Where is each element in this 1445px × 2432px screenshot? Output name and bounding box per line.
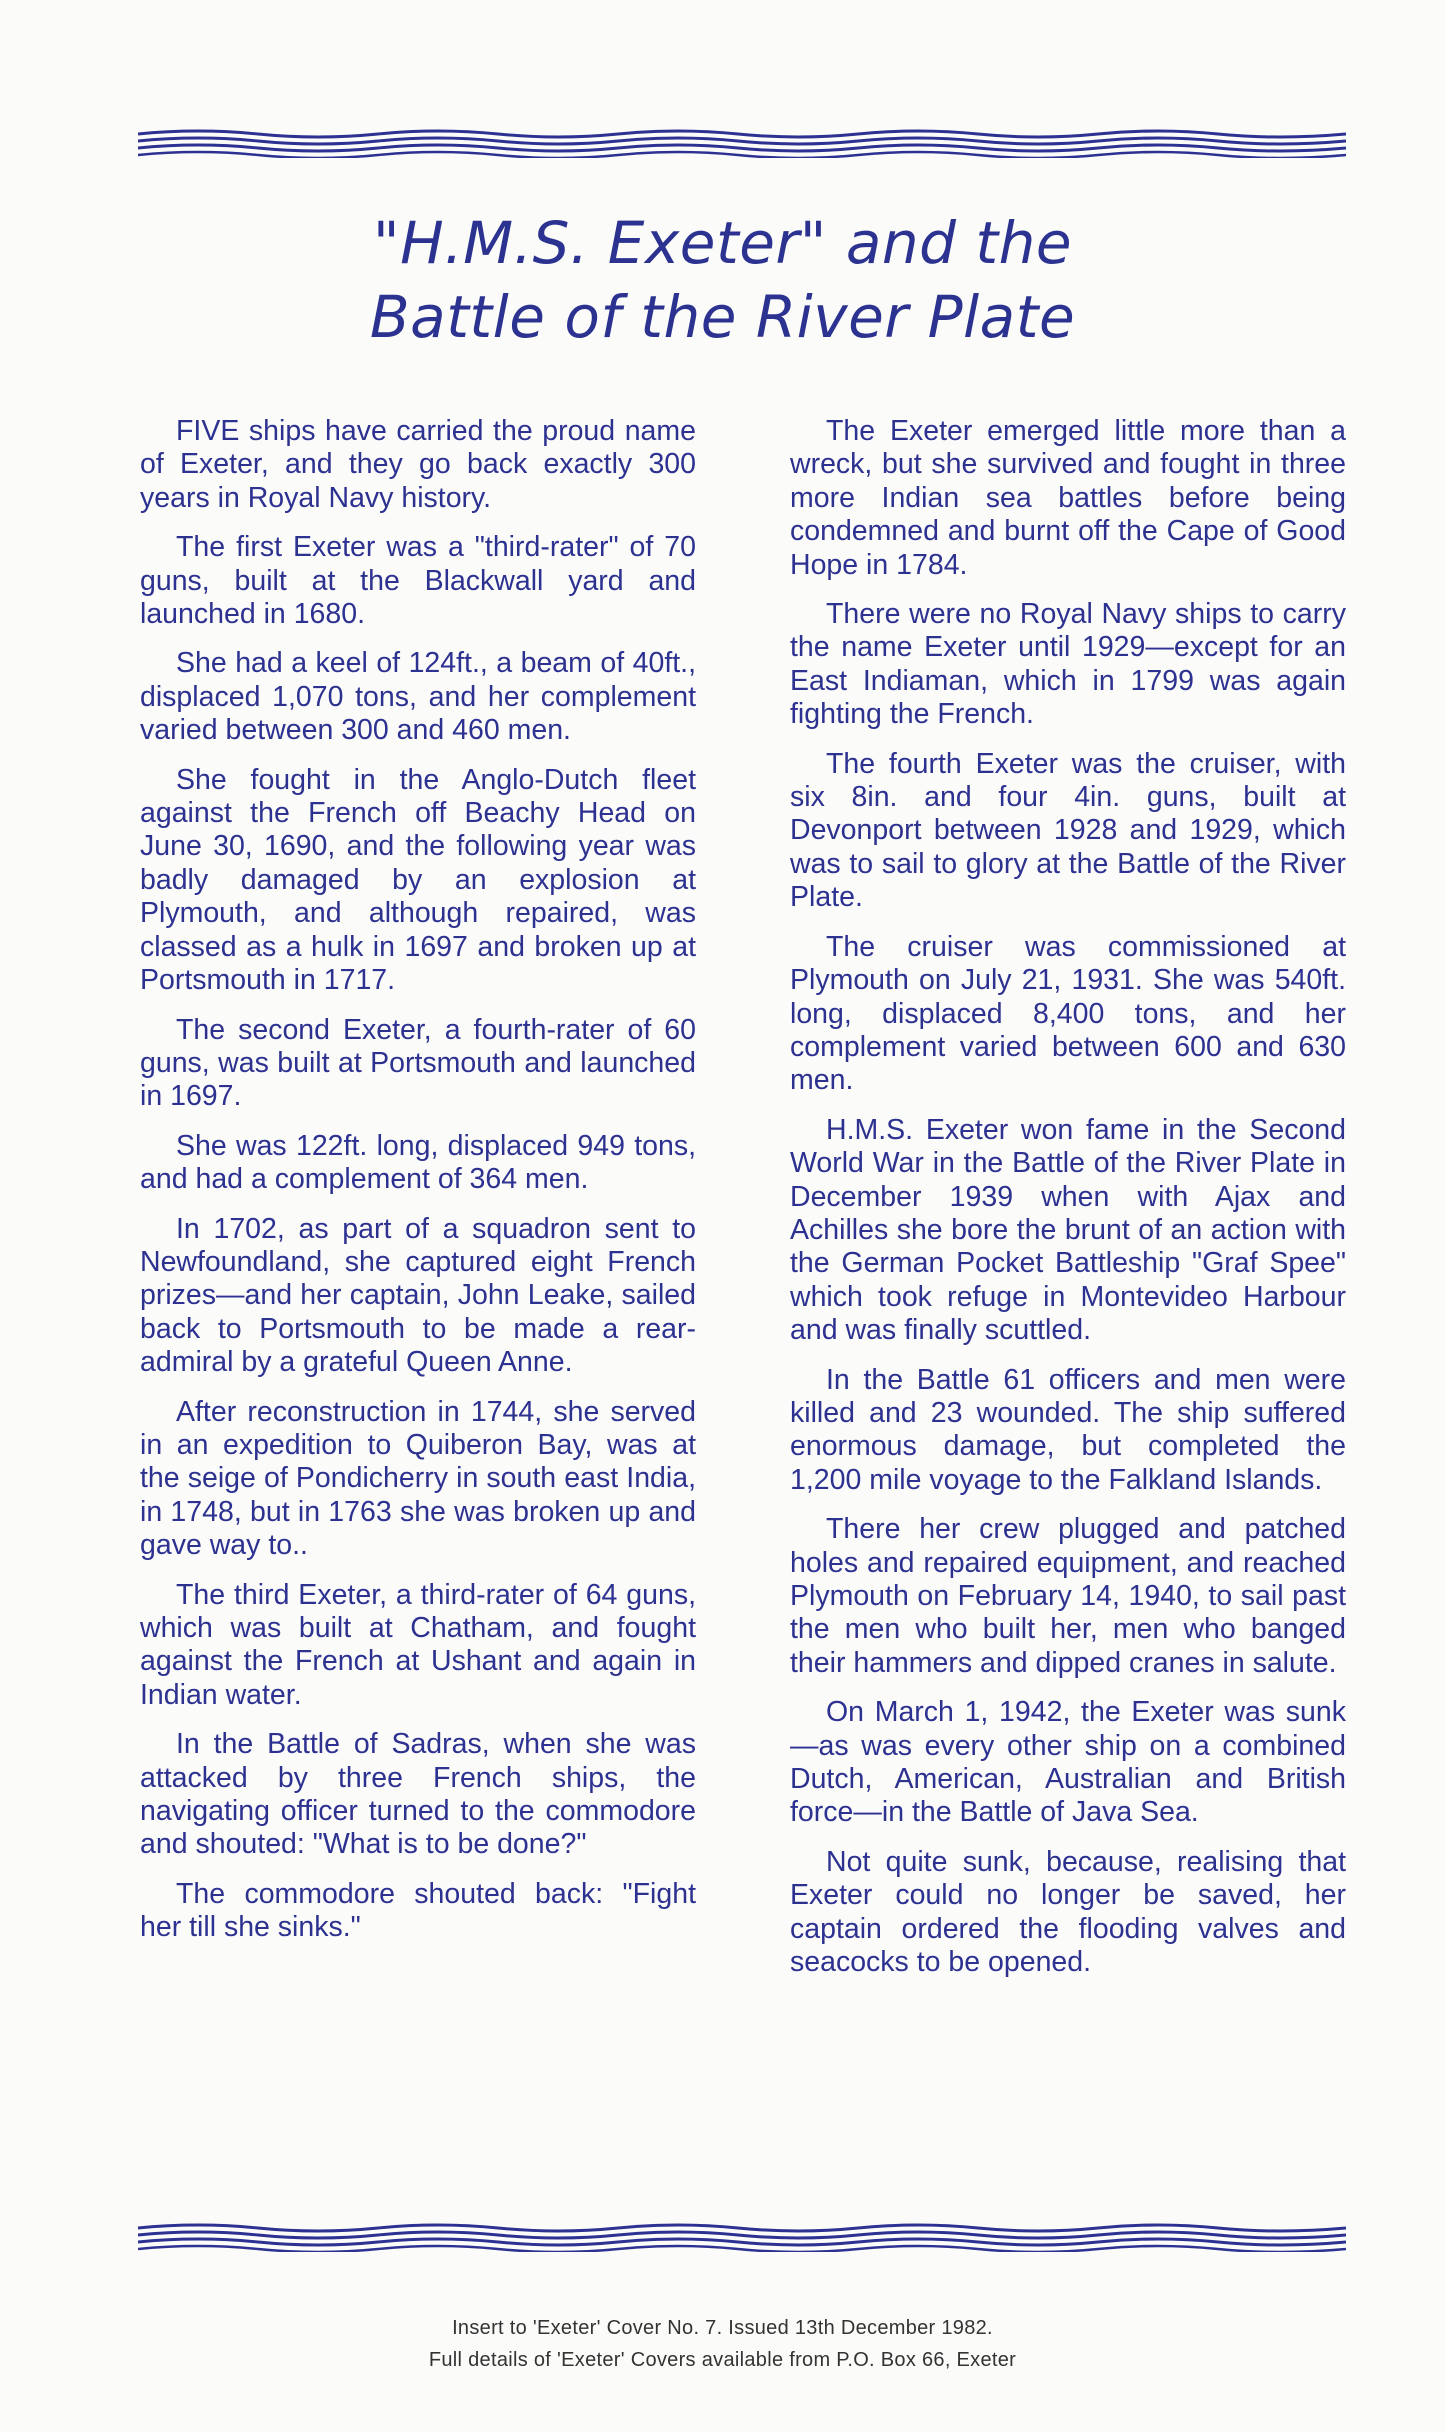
paragraph: The first Exeter was a "third-rater" of 70 guns, built at the Blackwall yard and launched in 1680. <box>140 531 696 631</box>
paragraph: She fought in the Anglo-Dutch fleet against the French off Beachy Head on June 30, 1690, and the following year was badly damaged by an explosion at Plymouth, and although repaired, was classed as a hulk in 1697 and broken up at Portsmouth in 1717. <box>140 763 696 997</box>
article-column-right <box>790 415 1346 1995</box>
paragraph: On March 1, 1942, the Exeter was sunk—as was every other ship on a combined Dutch, American, Australian and British force—in the Battle of Java Sea. <box>790 1696 1346 1829</box>
paragraph: She was 122ft. long, displaced 949 tons, and had a complement of 364 men. <box>140 1129 696 1196</box>
paragraph: There her crew plugged and patched holes and repaired equipment, and reached Plymouth on February 14, 1940, to sail past the men who built her, men who banged their hammers and dipped cranes in salute. <box>790 1513 1346 1679</box>
paragraph: She had a keel of 124ft., a beam of 40ft., displaced 1,070 tons, and her complement varied between 300 and 460 men. <box>140 647 696 747</box>
paragraph: The second Exeter, a fourth-rater of 60 guns, was built at Portsmouth and launched in 1697. <box>140 1013 696 1113</box>
footer-line-2: Full details of 'Exeter' Covers available from P.O. Box 66, Exeter <box>428 2349 1017 2371</box>
paragraph: FIVE ships have carried the proud name of Exeter, and they go back exactly 300 years in Royal Navy history. <box>140 415 696 514</box>
paragraph: H.M.S. Exeter won fame in the Second World War in the Battle of the River Plate in December 1939 when with Ajax and Achilles she bore the brunt of an action with the German Pocket Battleship "Graf Spee" which took refuge in Montevideo Harbour and was finally scuttled. <box>790 1113 1346 1347</box>
paragraph: The commodore shouted back: "Fight her till she sinks." <box>140 1877 696 1944</box>
footer-note <box>0 2312 1445 2376</box>
wave-divider-icon <box>138 128 1346 158</box>
paragraph: In the Battle 61 officers and men were killed and 23 wounded. The ship suffered enormous damage, but completed the 1,200 mile voyage to the Falkland Islands. <box>790 1363 1346 1496</box>
paragraph: The third Exeter, a third-rater of 64 guns, which was built at Chatham, and fought against the French at Ushant and again in Indian water. <box>140 1578 696 1711</box>
paragraph: The Exeter emerged little more than a wreck, but she survived and fought in three more Indian sea battles before being condemned and burnt off the Cape of Good Hope in 1784. <box>790 415 1346 581</box>
title-line-1: "H.M.S. Exeter" and the <box>372 209 1073 277</box>
paragraph: Not quite sunk, because, realising that Exeter could no longer be saved, her captain ordered the flooding valves and seacocks to be opened. <box>790 1845 1346 1979</box>
page-title <box>0 206 1445 354</box>
paragraph: There were no Royal Navy ships to carry the name Exeter until 1929—except for an East Indiaman, which in 1799 was again fighting the French. <box>790 598 1346 731</box>
article-column-left <box>140 415 696 1961</box>
paragraph: After reconstruction in 1744, she served in an expedition to Quiberon Bay, was at the seige of Pondicherry in south east India, in 1748, but in 1763 she was broken up and gave way to.. <box>140 1395 696 1562</box>
paragraph: The fourth Exeter was the cruiser, with six 8in. and four 4in. guns, built at Devonport between 1928 and 1929, which was to sail to glory at the Battle of the River Plate. <box>790 747 1346 914</box>
paragraph: In 1702, as part of a squadron sent to Newfoundland, she captured eight French prizes—and her captain, John Leake, sailed back to Portsmouth to be made a rear-admiral by a grateful Queen Anne. <box>140 1212 696 1379</box>
paragraph: The cruiser was commissioned at Plymouth on July 21, 1931. She was 540ft. long, displaced 8,400 tons, and her complement varied between 600 and 630 men. <box>790 930 1346 1097</box>
paragraph: In the Battle of Sadras, when she was attacked by three French ships, the navigating officer turned to the commodore and shouted: "What is to be done?" <box>140 1728 696 1861</box>
wave-divider-icon <box>138 2222 1346 2252</box>
footer-line-1: Insert to 'Exeter' Cover No. 7. Issued 13th December 1982. <box>452 2317 993 2339</box>
title-line-2: Battle of the River Plate <box>369 283 1076 351</box>
